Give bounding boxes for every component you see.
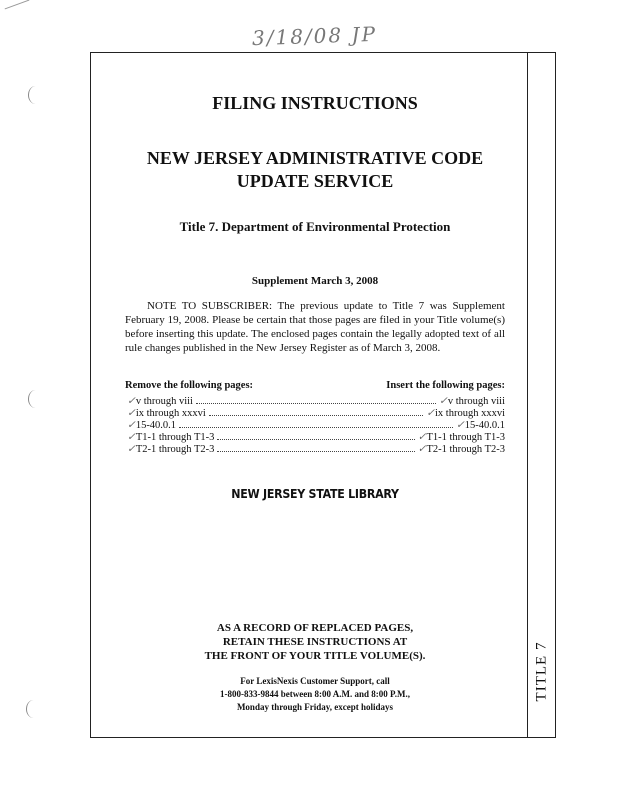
subscriber-note bbox=[125, 299, 505, 355]
checkmark-icon: ✓ bbox=[417, 444, 427, 455]
insert-pages: ✓T1-1 through T1-3 bbox=[417, 432, 505, 443]
dot-leader bbox=[217, 442, 414, 452]
remove-pages: ✓15-40.0.1 bbox=[127, 420, 177, 431]
record-notice-line1: AS A RECORD OF REPLACED PAGES, bbox=[216, 622, 414, 634]
dot-leader bbox=[196, 394, 436, 404]
scan-hole-mark-bottom bbox=[26, 700, 41, 718]
insert-header: Insert the following pages: bbox=[386, 380, 505, 391]
checkmark-icon: ✓ bbox=[455, 420, 465, 431]
code-title-line1: NEW JERSEY ADMINISTRATIVE CODE bbox=[146, 148, 484, 168]
checkmark-icon: ✓ bbox=[127, 396, 136, 407]
subscriber-note-text: NOTE TO SUBSCRIBER: The previous update to Title 7 was Supplement February 19, 2008. Please be certain that those pages are filed in your Title volume(s) before inserting this update. The enclosed pages contain the legally adopted text of all rule changes published in the New Jersey Register as of March 3, 2008. bbox=[125, 300, 505, 354]
scan-hole-mark-top bbox=[28, 86, 43, 104]
checkmark-icon: ✓ bbox=[127, 408, 136, 419]
code-title bbox=[125, 147, 505, 193]
code-title-line2: UPDATE SERVICE bbox=[236, 171, 394, 191]
remove-pages: ✓v through viii bbox=[127, 396, 193, 407]
page-title: FILING INSTRUCTIONS bbox=[212, 93, 418, 113]
remove-pages: ✓T2-1 through T2-3 bbox=[127, 444, 215, 455]
title-subtitle: Title 7. Department of Environmental Protection bbox=[179, 219, 451, 234]
support-line1: For LexisNexis Customer Support, call bbox=[240, 676, 390, 686]
table-row bbox=[125, 394, 505, 406]
scan-hole-mark-middle bbox=[28, 390, 43, 408]
supplement-date: Supplement March 3, 2008 bbox=[251, 275, 379, 287]
insert-pages: ✓15-40.0.1 bbox=[455, 420, 505, 431]
checkmark-icon: ✓ bbox=[426, 408, 435, 419]
dot-leader bbox=[179, 418, 453, 428]
side-tab-label: TITLE 7 bbox=[533, 641, 550, 702]
remove-pages: ✓T1-1 through T1-3 bbox=[127, 432, 215, 443]
checkmark-icon: ✓ bbox=[127, 432, 136, 443]
dot-leader bbox=[209, 406, 423, 416]
handwritten-date-note: 3/18/08 JP bbox=[251, 21, 378, 51]
insert-pages: ✓ix through xxxvi bbox=[426, 408, 505, 419]
support-line2: 1-800-833-9844 between 8:00 A.M. and 8:00 P.M., bbox=[220, 689, 410, 699]
record-notice-line3: THE FRONT OF YOUR TITLE VOLUME(S). bbox=[204, 650, 426, 662]
record-notice-line2: RETAIN THESE INSTRUCTIONS AT bbox=[222, 636, 408, 648]
insert-pages: ✓T2-1 through T2-3 bbox=[417, 444, 505, 455]
customer-support bbox=[125, 675, 505, 714]
checkmark-icon: ✓ bbox=[127, 420, 136, 431]
document-page bbox=[90, 52, 556, 738]
remove-header: Remove the following pages: bbox=[125, 380, 254, 391]
scan-mark-corner bbox=[5, 0, 30, 9]
insert-pages: ✓v through viii bbox=[439, 396, 505, 407]
checkmark-icon: ✓ bbox=[127, 444, 136, 455]
record-notice bbox=[125, 621, 505, 663]
table-row bbox=[125, 418, 505, 430]
support-line3: Monday through Friday, except holidays bbox=[236, 702, 394, 712]
remove-pages: ✓ix through xxxvi bbox=[127, 408, 206, 419]
dot-leader bbox=[217, 430, 414, 440]
checkmark-icon: ✓ bbox=[439, 396, 448, 407]
pages-table bbox=[125, 394, 505, 454]
table-row bbox=[125, 430, 505, 442]
table-row bbox=[125, 406, 505, 418]
checkmark-icon: ✓ bbox=[417, 432, 427, 443]
table-row bbox=[125, 442, 505, 454]
library-stamp: NEW JERSEY STATE LIBRARY bbox=[231, 487, 399, 501]
side-tab bbox=[527, 53, 555, 737]
